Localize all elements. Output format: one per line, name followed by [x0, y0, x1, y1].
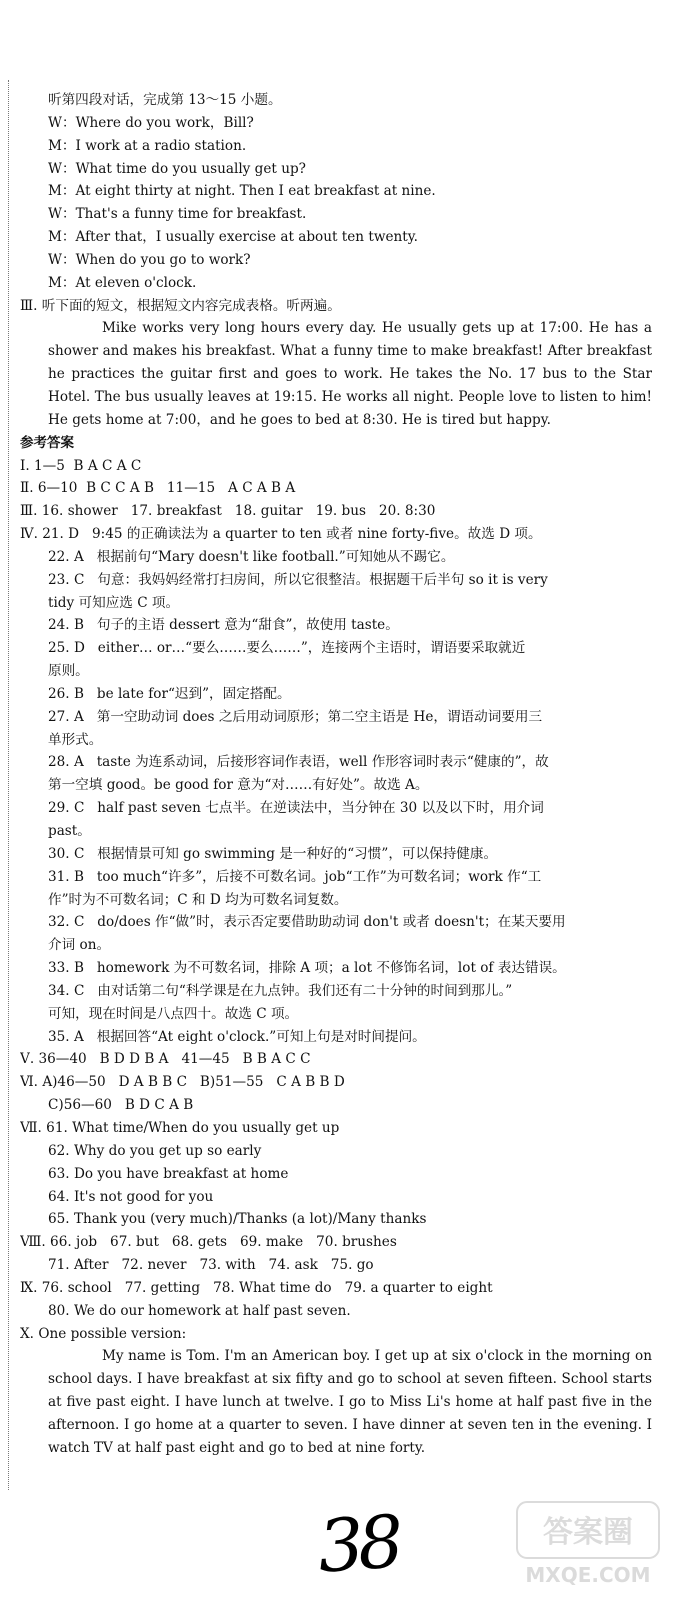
answer-line: 64. It's not good for you: [48, 1188, 214, 1205]
answer-line: 31. B too much“许多”，后接不可数名词。job“工作”为可数名词；work 作“工: [48, 868, 542, 885]
answer-line: 可知，现在时间是八点四十。故选 C 项。: [48, 1005, 299, 1022]
answer-line: 28. A taste 为连系动词，后接形容词作表语，well 作形容词时表示“健康的”，故: [48, 754, 549, 771]
answer-line: 22. A 根据前句“Mary doesn't like football.”可知她从不踢它。: [48, 548, 455, 565]
handwritten-page-number: 38: [315, 1499, 401, 1589]
document-content: [20, 89, 652, 1460]
answer-line: 33. B homework 为不可数名词，排除 A 项；a lot 不修饰名词，lot of 表达错误。: [48, 960, 566, 977]
answer-line: 34. C 由对话第二句“科学课是在九点钟。我们还有二十分钟的时间到那儿。”: [48, 982, 513, 999]
answer-line: 26. B be late for“迟到”，固定搭配。: [48, 685, 291, 702]
answer-line: Ⅳ. 21. D 9:45 的正确读法为 a quarter to ten 或者 nine forty-five。故选 D 项。: [20, 526, 542, 543]
answer-line: Ⅸ. 76. school 77. getting 78. What time do 79. a quarter to eight: [20, 1279, 493, 1296]
dialogue-line: W：That's a funny time for breakfast.: [48, 206, 307, 223]
answers-heading: 参考答案: [20, 434, 74, 451]
answer-line: 23. C 句意：我妈妈经常打扫房间，所以它很整洁。根据题干后半句 so it is very: [48, 571, 548, 588]
answers-block: [20, 455, 652, 1346]
answer-line: Ⅴ. 36—40 B D D B A 41—45 B B A C C: [20, 1051, 311, 1068]
dialogue-line: W：When do you go to work?: [48, 251, 251, 268]
answer-line: 63. Do you have breakfast at home: [48, 1165, 289, 1182]
answer-line: Ⅶ. 61. What time/When do you usually get up: [20, 1119, 340, 1136]
answer-line: C)56—60 B D C A B: [48, 1097, 194, 1114]
answer-line: 80. We do our homework at half past seven.: [48, 1302, 351, 1319]
answer-line: 71. After 72. never 73. with 74. ask 75. go: [48, 1257, 374, 1274]
listening-intro: 听第四段对话，完成第 13～15 小题。: [48, 92, 282, 108]
answer-line: Ⅵ. A)46—50 D A B B C B)51—55 C A B B D: [20, 1074, 345, 1091]
answer-line: Ⅱ. 6—10 B C C A B 11—15 A C A B A: [20, 480, 296, 497]
answer-line: past。: [48, 823, 91, 839]
dialogue-line: M：At eight thirty at night. Then I eat breakfast at nine.: [48, 183, 436, 200]
answer-line: Ⅷ. 66. job 67. but 68. gets 69. make 70. brushes: [20, 1234, 397, 1251]
dialogue-line: W：Where do you work，Bill?: [48, 114, 254, 131]
answer-line: Ⅹ. One possible version:: [20, 1325, 187, 1342]
answer-line: 27. A 第一空助动词 does 之后用动词原形；第二空主语是 He，谓语动词要用三: [48, 708, 543, 725]
answer-line: 30. C 根据情景可知 go swimming 是一种好的“习惯”，可以保持健康。: [48, 845, 498, 862]
dialogue-line: M：I work at a radio station.: [48, 137, 247, 154]
dialogue-line: M：After that，I usually exercise at about ten twenty.: [48, 229, 418, 246]
answer-line: 65. Thank you (very much)/Thanks (a lot)/Many thanks: [48, 1211, 427, 1228]
answer-line: 32. C do/does 作“做”时，表示否定要借助助动词 don't 或者 doesn't；在某天要用: [48, 914, 566, 931]
answer-line: 单形式。: [48, 731, 103, 748]
dialogue-block: [20, 112, 652, 295]
answer-line: Ⅰ. 1—5 B A C A C: [20, 457, 142, 474]
watermark-text-1: 答案圈: [543, 1515, 633, 1550]
answer-line: 35. A 根据回答“At eight o'clock.”可知上句是对时间提问。: [48, 1028, 426, 1045]
section3-title: Ⅲ. 听下面的短文，根据短文内容完成表格。听两遍。: [20, 297, 341, 314]
answer-line: 原则。: [48, 663, 89, 680]
answer-line: 29. C half past seven 七点半。在逆读法中，当分钟在 30 以及以下时，用介词: [48, 800, 544, 817]
sample-essay: My name is Tom. I'm an American boy. I get up at six o'clock in the morning on school days. I have breakfast at six fifty and go to school at seven fifteen. School starts at five past eight. I have lunch at twelve. I go to Miss Li's home at half past five in the afternoon. I go home at a quarter to seven. I have dinner at seven ten in the evening. I watch TV at half past eight and go to bed at nine forty.: [48, 1348, 652, 1456]
dialogue-line: M：At eleven o'clock.: [48, 274, 197, 291]
listening-passage: Mike works very long hours every day. He usually gets up at 17:00. He has a shower and makes his breakfast. What a funny time to make breakfast! After breakfast he practices the guitar first and goes to work. He takes the No. 17 bus to the Star Hotel. The bus usually leaves at 19:15. He works all night. People love to listen to him! He gets home at 7:00，and he goes to bed at 8:30. He is tired but happy.: [48, 320, 652, 428]
watermark-logo: [513, 1498, 663, 1590]
watermark-text-2: MXQE.COM: [525, 1563, 651, 1587]
answer-line: 作”时为不可数名词；C 和 D 均为可数名词复数。: [48, 891, 348, 908]
answer-line: 62. Why do you get up so early: [48, 1142, 262, 1159]
answer-line: 24. B 句子的主语 dessert 意为“甜食”，故使用 taste。: [48, 617, 399, 634]
answer-line: 第一空填 good。be good for 意为“对……有好处”。故选 A。: [48, 777, 429, 794]
margin-dotted-line: [8, 80, 9, 1490]
answer-line: Ⅲ. 16. shower 17. breakfast 18. guitar 19. bus 20. 8:30: [20, 503, 436, 520]
answer-line: 25. D either… or…“要么……要么……”，连接两个主语时，谓语要采取就近: [48, 640, 526, 657]
dialogue-line: W：What time do you usually get up?: [48, 160, 306, 177]
answer-line: 介词 on。: [48, 937, 111, 954]
answer-line: tidy 可知应选 C 项。: [48, 594, 180, 611]
